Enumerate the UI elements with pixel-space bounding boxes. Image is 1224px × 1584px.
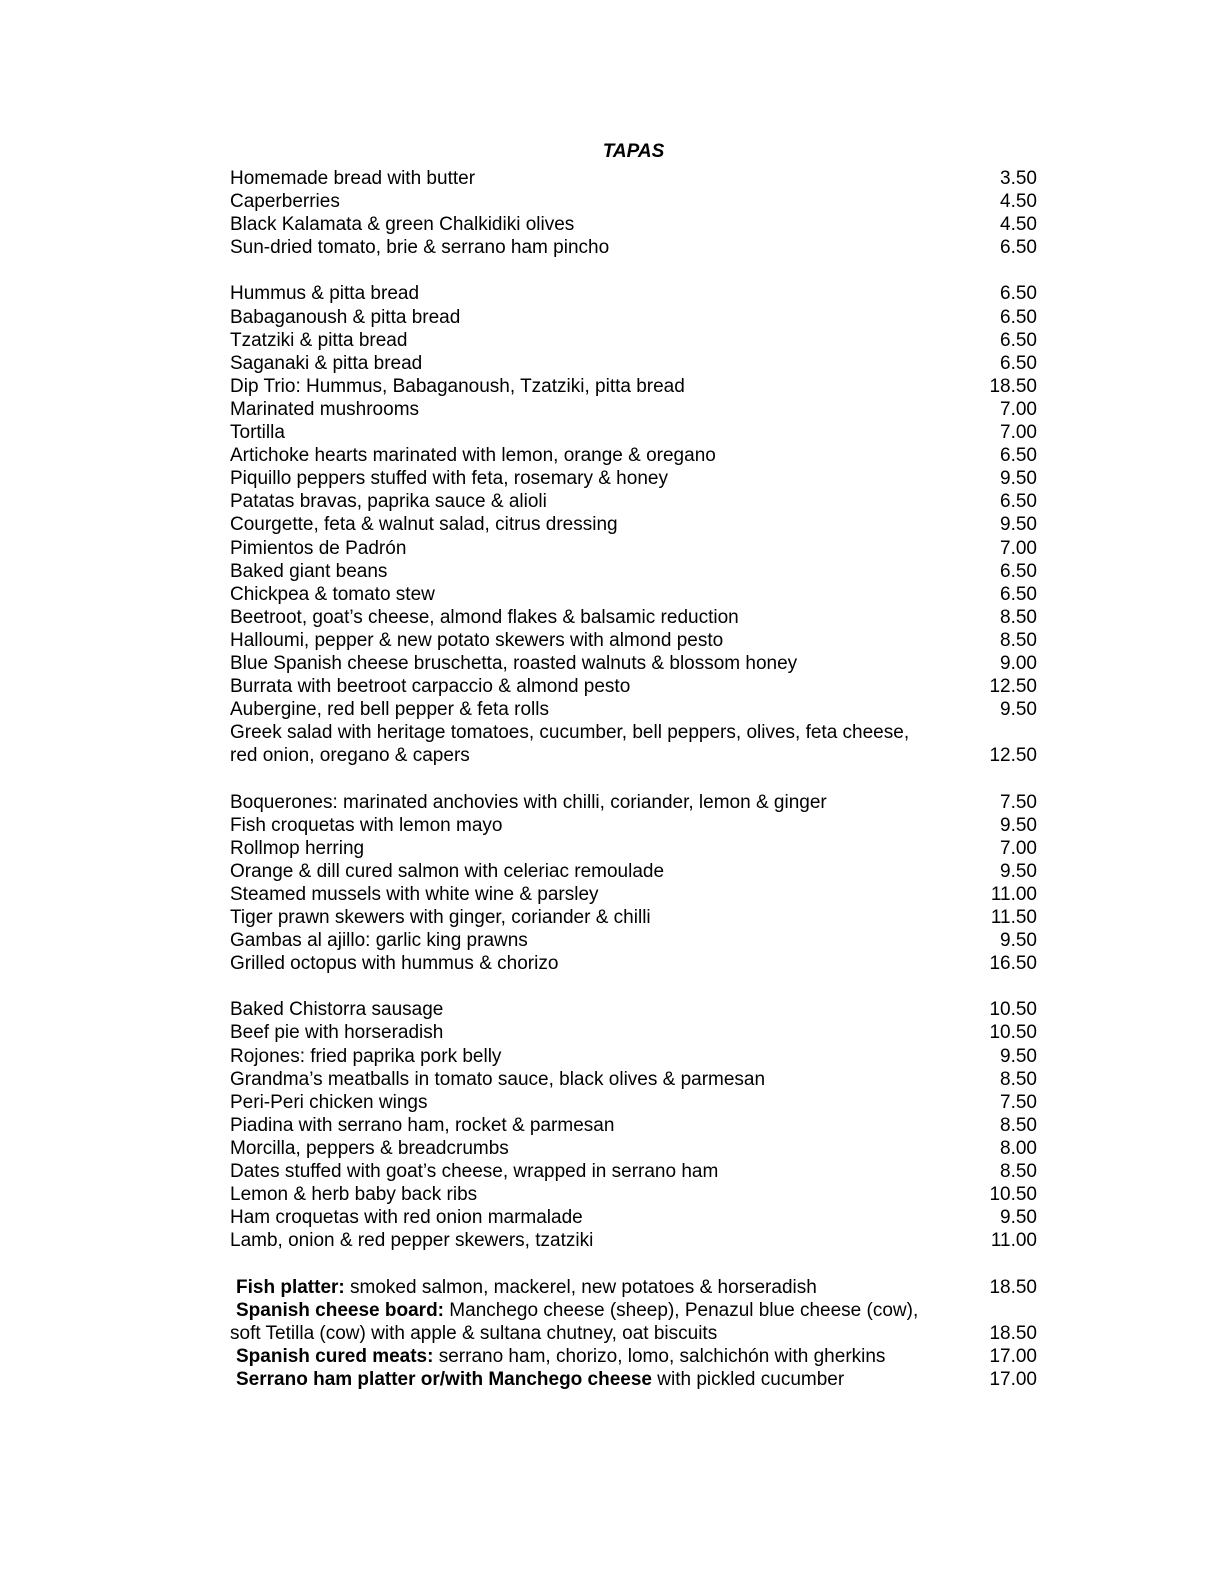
menu-item-price: 9.50: [1000, 860, 1037, 882]
menu-item: [230, 814, 1037, 837]
menu-item-name: Beetroot, goat’s cheese, almond flakes & balsamic reduction: [230, 606, 739, 628]
menu-item: [230, 398, 1037, 421]
menu-item-price: 9.50: [1000, 514, 1037, 536]
menu-item-name: Beef pie with horseradish: [230, 1022, 444, 1044]
menu-item: [230, 1021, 1037, 1044]
menu-item-name: Tiger prawn skewers with ginger, coriander & chilli: [230, 907, 651, 928]
platter-item-title: Spanish cured meats:: [236, 1345, 434, 1367]
menu-item-name: Burrata with beetroot carpaccio & almond pesto: [230, 676, 631, 698]
platter-item-name: [230, 1368, 844, 1391]
menu-item: [230, 906, 1037, 929]
menu-item: [230, 652, 1037, 675]
menu-item-price: 7.00: [1000, 837, 1037, 859]
platter-item-name: [230, 1299, 918, 1345]
menu-item-name: Tortilla: [230, 422, 285, 444]
menu-item-price: 6.50: [1000, 283, 1037, 305]
menu-item: [230, 444, 1037, 467]
menu-page: [230, 140, 1037, 1391]
menu-section: [230, 282, 1037, 767]
menu-item-price: 9.50: [1000, 1045, 1037, 1067]
menu-item-name: Chickpea & tomato stew: [230, 583, 435, 605]
menu-item: [230, 929, 1037, 952]
menu-item-name: Peri-Peri chicken wings: [230, 1091, 428, 1113]
menu-item: [230, 583, 1037, 606]
menu-item-name: Orange & dill cured salmon with celeriac remoulade: [230, 860, 665, 882]
menu-item-name: Steamed mussels with white wine & parsley: [230, 883, 599, 905]
platter-item-price: 18.50: [989, 1322, 1037, 1344]
menu-item: [230, 352, 1037, 375]
menu-item-price: 6.50: [1000, 445, 1037, 467]
menu-item-price: 8.00: [1000, 1137, 1037, 1159]
menu-item-name: Rojones: fried paprika pork belly: [230, 1045, 502, 1067]
menu-item-name: Artichoke hearts marinated with lemon, orange & oregano: [230, 445, 716, 467]
menu-item-price: 12.50: [989, 676, 1037, 698]
menu-item-price: 6.50: [1000, 329, 1037, 351]
menu-item-name: Rollmop herring: [230, 837, 365, 859]
menu-item-name: Tzatziki & pitta bread: [230, 329, 408, 351]
menu-item: [230, 998, 1037, 1021]
menu-item-price: 8.50: [1000, 1068, 1037, 1090]
menu-item: [230, 1137, 1037, 1160]
menu-item-price: 10.50: [989, 1184, 1037, 1206]
menu-item: [230, 467, 1037, 490]
menu-item: [230, 1045, 1037, 1068]
menu-item: [230, 629, 1037, 652]
menu-item: [230, 1160, 1037, 1183]
menu-item: [230, 236, 1037, 259]
menu-item-price: 7.00: [1000, 398, 1037, 420]
menu-item-name: Blue Spanish cheese bruschetta, roasted walnuts & blossom honey: [230, 652, 798, 674]
menu-item: [230, 213, 1037, 236]
menu-item-price: 16.50: [989, 953, 1037, 975]
menu-item: [230, 329, 1037, 352]
menu-item: [230, 1091, 1037, 1114]
menu-item-name: Pimientos de Padrón: [230, 537, 407, 559]
menu-item-price: 6.50: [1000, 237, 1037, 259]
menu-item: [230, 421, 1037, 444]
menu-item: [230, 1229, 1037, 1252]
menu-item: [230, 306, 1037, 329]
menu-item-name: Sun-dried tomato, brie & serrano ham pincho: [230, 237, 610, 259]
menu-item-name: Lemon & herb baby back ribs: [230, 1184, 478, 1206]
menu-item: [230, 1206, 1037, 1229]
menu-item: [230, 883, 1037, 906]
menu-item-price: 6.50: [1000, 560, 1037, 582]
menu-item-name: Greek salad with heritage tomatoes, cucumber, bell peppers, olives, feta cheese, red onion, oregano & capers: [230, 722, 910, 767]
menu-item-price: 10.50: [989, 1022, 1037, 1044]
menu-item: [230, 837, 1037, 860]
menu-item-price: 6.50: [1000, 306, 1037, 328]
menu-item-price: 11.00: [990, 1230, 1037, 1252]
menu-item-price: 8.50: [1000, 1114, 1037, 1136]
menu-item-price: 18.50: [989, 375, 1037, 397]
menu-item-name: Piquillo peppers stuffed with feta, rosemary & honey: [230, 468, 668, 490]
platter-item-title: Serrano ham platter or/with Manchego cheese: [236, 1368, 652, 1390]
menu-item: [230, 1114, 1037, 1137]
menu-item-price: 9.50: [1000, 699, 1037, 721]
platter-item-description: Manchego cheese (sheep), Penazul blue cheese (cow),: [444, 1299, 919, 1321]
platter-item-price: 17.00: [989, 1345, 1037, 1367]
platters-section: [230, 1276, 1037, 1391]
platter-item-name: [230, 1345, 885, 1368]
platter-item-description: with pickled cucumber: [652, 1368, 845, 1390]
platter-item-title: Fish platter:: [236, 1276, 345, 1298]
menu-item-price: 6.50: [1000, 583, 1037, 605]
menu-item-price: 12.50: [989, 745, 1037, 767]
menu-item-price: 9.50: [1000, 930, 1037, 952]
menu-item: [230, 282, 1037, 305]
menu-item-price: 7.00: [1000, 422, 1037, 444]
menu-item: [230, 860, 1037, 883]
menu-item-name: Saganaki & pitta bread: [230, 352, 423, 374]
menu-item-name: Baked giant beans: [230, 560, 388, 582]
menu-item-price: 7.50: [1000, 791, 1037, 813]
menu-section: [230, 167, 1037, 259]
menu-item-name: Boquerones: marinated anchovies with chilli, coriander, lemon & ginger: [230, 791, 827, 813]
platter-item-title: Spanish cheese board:: [236, 1299, 445, 1321]
menu-item: [230, 675, 1037, 698]
menu-item: [230, 1068, 1037, 1091]
menu-item-name: Caperberries: [230, 191, 340, 213]
platter-item: [230, 1345, 1037, 1368]
menu-item-name: Fish croquetas with lemon mayo: [230, 814, 503, 836]
menu-item-price: 7.50: [1000, 1091, 1037, 1113]
menu-item: [230, 1183, 1037, 1206]
menu-item: [230, 952, 1037, 975]
menu-item: [230, 791, 1037, 814]
menu-item-name: Courgette, feta & walnut salad, citrus dressing: [230, 514, 618, 536]
menu-item: [230, 721, 1037, 767]
menu-item: [230, 560, 1037, 583]
platter-item: [230, 1276, 1037, 1299]
menu-title: TAPAS: [602, 141, 665, 162]
menu-item: [230, 606, 1037, 629]
menu-item-name: Black Kalamata & green Chalkidiki olives: [230, 214, 575, 236]
platter-item-name: [230, 1276, 817, 1299]
menu-item-name: Gambas al ajillo: garlic king prawns: [230, 930, 528, 952]
menu-item-name: Piadina with serrano ham, rocket & parmesan: [230, 1114, 615, 1136]
menu-item: [230, 490, 1037, 513]
platter-item-description: smoked salmon, mackerel, new potatoes & horseradish: [344, 1276, 817, 1298]
platter-item: [230, 1368, 1037, 1391]
menu-item-name: Patatas bravas, paprika sauce & alioli: [230, 491, 547, 513]
menu-item-price: 9.00: [1000, 652, 1037, 674]
menu-item-name: Ham croquetas with red onion marmalade: [230, 1207, 583, 1229]
menu-item-name: Morcilla, peppers & breadcrumbs: [230, 1137, 509, 1159]
menu-item-price: 8.50: [1000, 606, 1037, 628]
platter-item-price: 18.50: [989, 1276, 1037, 1298]
platter-item-description: serrano ham, chorizo, lomo, salchichón with gherkins: [433, 1345, 886, 1367]
menu-item-price: 4.50: [1000, 214, 1037, 236]
menu-item-price: 3.50: [1000, 168, 1037, 189]
menu-section: [230, 998, 1037, 1252]
menu-item-price: 6.50: [1000, 491, 1037, 513]
menu-item-price: 9.50: [1000, 814, 1037, 836]
platter-item-description-continued: soft Tetilla (cow) with apple & sultana chutney, oat biscuits: [230, 1322, 718, 1344]
menu-item: [230, 190, 1037, 213]
menu-item-price: 7.00: [1000, 537, 1037, 559]
menu-item: [230, 698, 1037, 721]
menu-item: [230, 513, 1037, 536]
menu-item-price: 9.50: [1000, 468, 1037, 490]
menu-item-price: 6.50: [1000, 352, 1037, 374]
menu-section: [230, 791, 1037, 976]
menu-item-name: Baked Chistorra sausage: [230, 999, 444, 1021]
menu-item-name: Lamb, onion & red pepper skewers, tzatziki: [230, 1230, 594, 1252]
menu-item-name: Dip Trio: Hummus, Babaganoush, Tzatziki, pitta bread: [230, 375, 685, 397]
menu-item-name: Grandma’s meatballs in tomato sauce, black olives & parmesan: [230, 1068, 766, 1090]
menu-item-price: 8.50: [1000, 629, 1037, 651]
menu-item-price: 10.50: [989, 999, 1037, 1021]
menu-item-price: 9.50: [1000, 1207, 1037, 1229]
platter-item: [230, 1299, 1037, 1345]
menu-item: [230, 167, 1037, 190]
menu-item-price: 11.00: [990, 883, 1037, 905]
menu-item-name: Halloumi, pepper & new potato skewers with almond pesto: [230, 629, 724, 651]
menu-item-name: Grilled octopus with hummus & chorizo: [230, 953, 559, 975]
menu-item-price: 8.50: [1000, 1161, 1037, 1183]
menu-item-name: Marinated mushrooms: [230, 398, 420, 420]
menu-item-name: Babaganoush & pitta bread: [230, 306, 461, 328]
menu-item-name: Dates stuffed with goat’s cheese, wrapped in serrano ham: [230, 1161, 719, 1183]
platter-item-price: 17.00: [989, 1368, 1037, 1390]
menu-item-price: 4.50: [1000, 191, 1037, 213]
menu-item-name: Aubergine, red bell pepper & feta rolls: [230, 699, 549, 721]
menu-item-name: Homemade bread with butter: [230, 168, 476, 189]
menu-item-price: 11.50: [990, 907, 1037, 928]
menu-item: [230, 375, 1037, 398]
menu-sections: [230, 167, 1037, 1252]
menu-item: [230, 537, 1037, 560]
menu-item-name: Hummus & pitta bread: [230, 283, 420, 305]
